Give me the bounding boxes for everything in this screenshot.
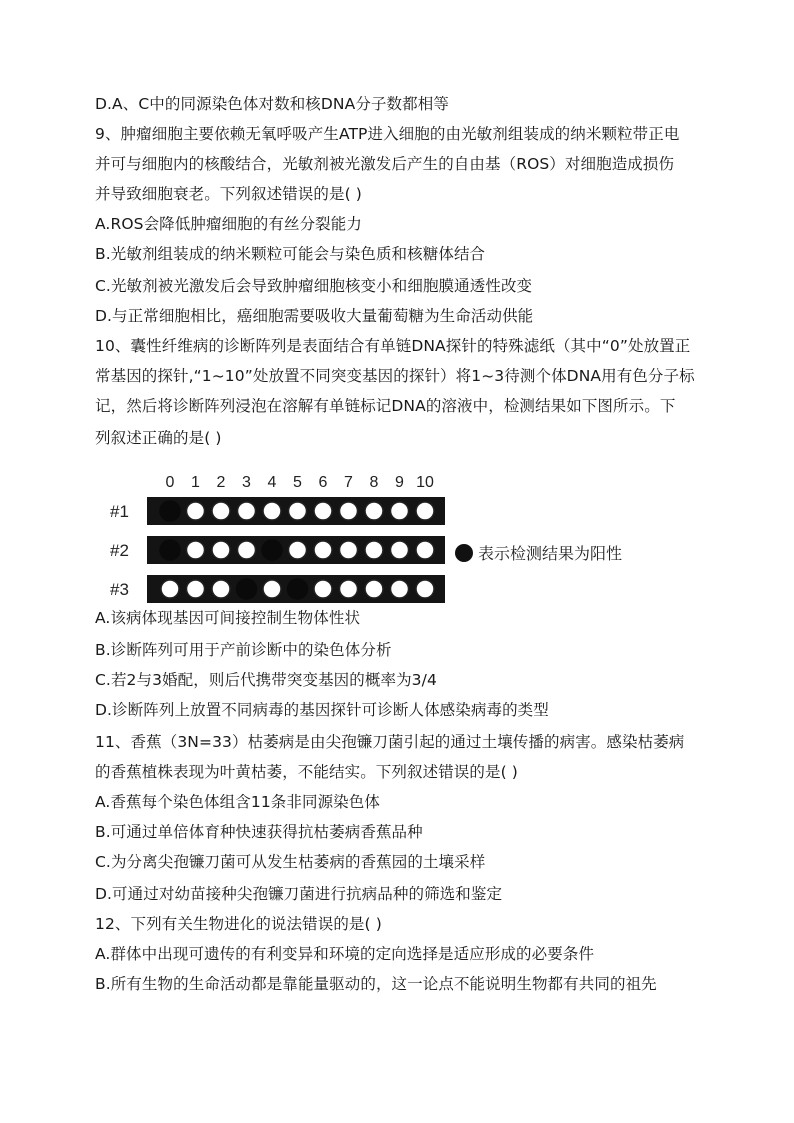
text-line-17: 11、香蕉（3N=33）枯萎病是由尖孢镰刀菌引起的通过土壤传播的病害。感染枯萎病: [95, 733, 685, 751]
array-row-2: [110, 537, 444, 563]
text-line-10: 常基因的探针,“1~10”处放置不同突变基因的探针）将1~3待测个体DNA用有色分子标: [95, 367, 695, 385]
negative-spot-6: [314, 580, 332, 598]
negative-spot-2: [212, 502, 230, 520]
text-line-24: A.群体中出现可遗传的有利变异和环境的定向选择是适应形成的必要条件: [95, 945, 595, 963]
row-label: #1: [110, 502, 129, 521]
negative-spot-9: [391, 502, 409, 520]
text-line-20: B.可通过单倍体育种快速获得抗枯萎病香蕉品种: [95, 823, 423, 841]
negative-spot-3: [238, 541, 256, 559]
positive-spot-0: [160, 501, 180, 521]
text-line-15: C.若2与3婚配，则后代携带突变基因的概率为3/4: [95, 671, 437, 689]
text-line-9: 10、囊性纤维病的诊断阵列是表面结合有单链DNA探针的特殊滤纸（其中“0”处放置正: [95, 337, 691, 355]
text-line-13: A.该病体现基因可间接控制生物体性状: [95, 609, 361, 627]
positive-spot-0: [160, 540, 180, 560]
text-line-5: A.ROS会降低肿瘤细胞的有丝分裂能力: [95, 215, 362, 233]
row-label: #2: [110, 541, 129, 560]
negative-spot-2: [212, 541, 230, 559]
position-label-1: 1: [191, 474, 200, 491]
negative-spot-2: [212, 580, 230, 598]
text-line-19: A.香蕉每个染色体组含11条非同源染色体: [95, 793, 380, 811]
text-line-12: 列叙述正确的是( ): [95, 429, 222, 447]
position-label-5: 5: [293, 474, 302, 491]
text-line-4: 并导致细胞衰老。下列叙述错误的是( ): [95, 185, 362, 203]
legend: [455, 544, 622, 563]
position-label-8: 8: [369, 474, 379, 491]
positive-spot-4: [262, 540, 282, 560]
negative-spot-8: [365, 502, 383, 520]
negative-spot-8: [365, 541, 383, 559]
text-line-6: B.光敏剂组装成的纳米颗粒可能会与染色质和核糖体结合: [95, 245, 486, 263]
negative-spot-9: [391, 580, 409, 598]
row-label: #3: [110, 580, 129, 599]
negative-spot-5: [289, 502, 307, 520]
position-labels: [166, 474, 434, 491]
text-line-16: D.诊断阵列上放置不同病毒的基因探针可诊断人体感染病毒的类型: [95, 701, 549, 719]
positive-spot-3: [237, 579, 257, 599]
array-row-1: [110, 498, 444, 524]
text-line-23: 12、下列有关生物进化的说法错误的是( ): [95, 915, 382, 933]
negative-spot-1: [187, 580, 205, 598]
negative-spot-10: [416, 541, 434, 559]
text-line-25: B.所有生物的生命活动都是靠能量驱动的，这一论点不能说明生物都有共同的祖先: [95, 975, 657, 993]
position-label-4: 4: [267, 474, 277, 491]
text-line-22: D.可通过对幼苗接种尖孢镰刀菌进行抗病品种的筛选和鉴定: [95, 885, 503, 903]
text-line-7: C.光敏剂被光激发后会导致肿瘤细胞核变小和细胞膜通透性改变: [95, 277, 533, 295]
text-line-2: 9、肿瘤细胞主要依赖无氧呼吸产生ATP进入细胞的由光敏剂组装成的纳米颗粒带正电: [95, 125, 680, 143]
negative-spot-9: [391, 541, 409, 559]
text-line-1: D.A、C中的同源染色体对数和核DNA分子数都相等: [95, 95, 449, 113]
positive-spot-5: [288, 579, 308, 599]
text-line-14: B.诊断阵列可用于产前诊断中的染色体分析: [95, 641, 392, 659]
negative-spot-4: [263, 502, 281, 520]
text-line-8: D.与正常细胞相比，癌细胞需要吸收大量葡萄糖为生命活动供能: [95, 307, 534, 325]
array-row-3: [110, 576, 444, 602]
position-label-7: 7: [344, 474, 353, 491]
negative-spot-7: [340, 502, 358, 520]
text-line-11: 记，然后将诊断阵列浸泡在溶解有单链标记DNA的溶液中，检测结果如下图所示。下: [95, 397, 676, 415]
diagnostic-array-figure: [100, 468, 660, 608]
array-rows: [110, 498, 444, 602]
negative-spot-1: [187, 541, 205, 559]
position-label-10: 10: [416, 474, 434, 491]
negative-spot-10: [416, 502, 434, 520]
position-label-3: 3: [242, 474, 251, 491]
position-label-2: 2: [216, 474, 226, 491]
legend-text: 表示检测结果为阳性: [478, 544, 623, 563]
negative-spot-7: [340, 580, 358, 598]
negative-spot-4: [263, 580, 281, 598]
negative-spot-6: [314, 541, 332, 559]
negative-spot-0: [161, 580, 179, 598]
text-line-3: 并可与细胞内的核酸结合，光敏剂被光激发后产生的自由基（ROS）对细胞造成损伤: [95, 155, 675, 173]
negative-spot-7: [340, 541, 358, 559]
negative-spot-1: [187, 502, 205, 520]
position-label-0: 0: [165, 474, 175, 491]
position-label-6: 6: [318, 474, 328, 491]
negative-spot-10: [416, 580, 434, 598]
negative-spot-8: [365, 580, 383, 598]
text-line-21: C.为分离尖孢镰刀菌可从发生枯萎病的香蕉园的土壤采样: [95, 853, 486, 871]
negative-spot-3: [238, 502, 256, 520]
negative-spot-5: [289, 541, 307, 559]
negative-spot-6: [314, 502, 332, 520]
text-line-18: 的香蕉植株表现为叶黄枯萎，不能结实。下列叙述错误的是( ): [95, 763, 518, 781]
legend-filled-dot-icon: [455, 544, 473, 562]
position-label-9: 9: [395, 474, 404, 491]
